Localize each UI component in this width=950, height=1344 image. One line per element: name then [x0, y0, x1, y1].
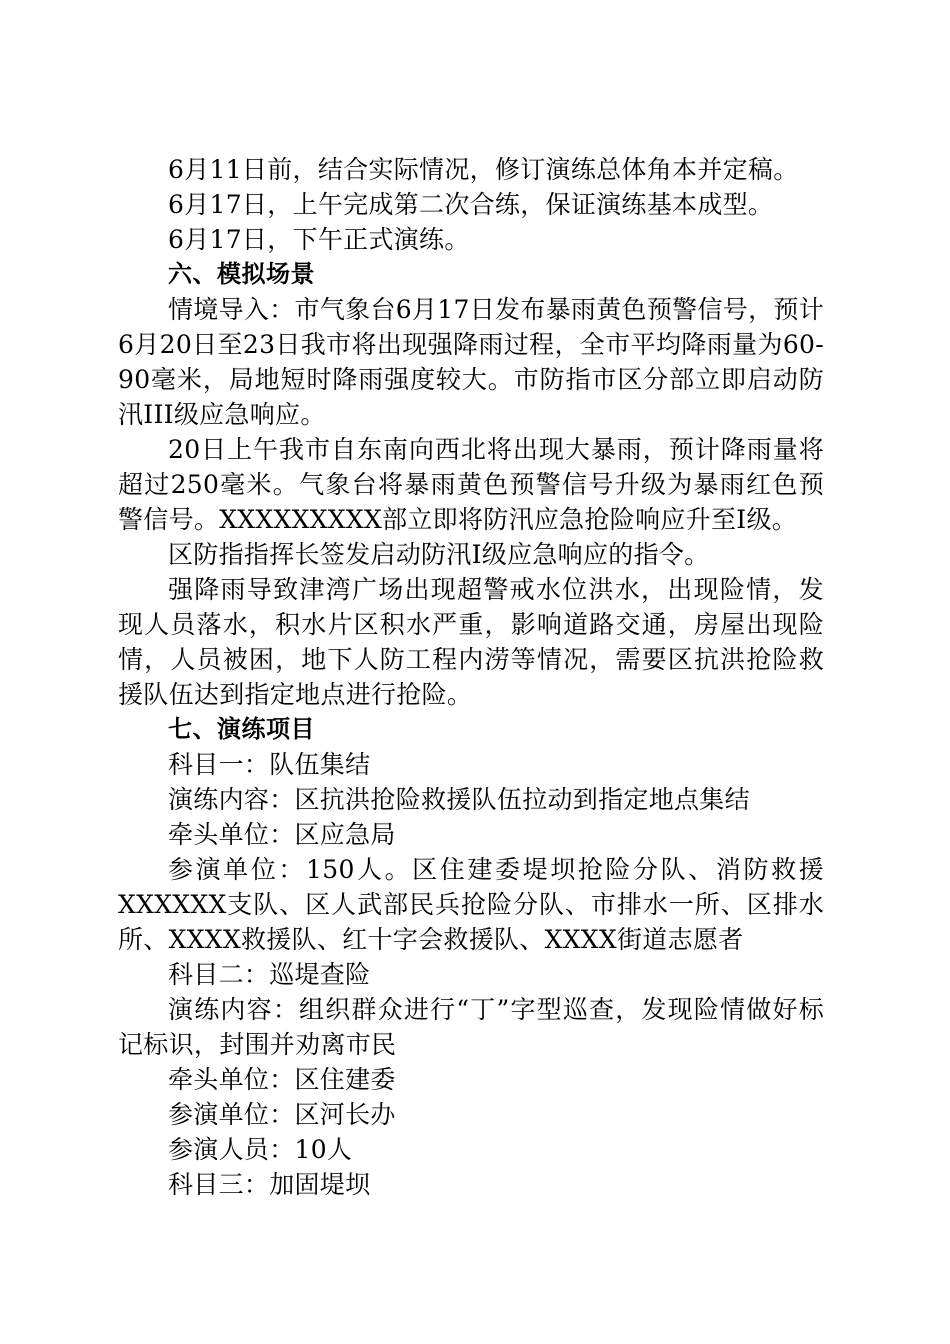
scenario-paragraph-3: 区防指指挥长签发启动防汛Ⅰ级应急响应的指令。 — [168, 540, 710, 569]
drill-item-3: 牵头单位：区应急局 — [168, 820, 396, 849]
schedule-line-3: 6月17日，下午正式演练。 — [168, 225, 470, 254]
section-7-heading: 七、演练项目 — [168, 715, 315, 743]
drill-item-8: 参演单位：区河长办 — [168, 1100, 396, 1129]
schedule-line-2: 6月17日，上午完成第二次合练，保证演练基本成型。 — [168, 190, 774, 219]
drill-item-1: 科目一：队伍集结 — [168, 750, 371, 779]
schedule-line-1: 6月11日前，结合实际情况，修订演练总体角本并定稿。 — [168, 155, 799, 184]
drill-item-9: 参演人员：10人 — [168, 1135, 353, 1164]
drill-item-2: 演练内容：区抗洪抢险救援队伍拉动到指定地点集结 — [168, 785, 750, 814]
section-6-heading: 六、模拟场景 — [168, 260, 315, 288]
drill-item-10: 科目三：加固堤坝 — [168, 1170, 371, 1199]
drill-item-5: 科目二：巡堤查险 — [168, 960, 371, 989]
scenario-paragraph-4: 强降雨导致津湾广场出现超警戒水位洪水，出现险情，发现人员落水，积水片区积水严重，影响道路交通，房屋出现险情，人员被困，地下人防工程内涝等情况，需要区抗洪抢险救援队伍达到指定地点进行抢险。 — [118, 575, 824, 709]
scenario-paragraph-1: 情境导入：市气象台6月17日发布暴雨黄色预警信号，预计6月20日至23日我市将出现强降雨过程，全市平均降雨量为60-90毫米，局地短时降雨强度较大。市防指市区分部立即启动防汛III级应急响应。 — [118, 295, 824, 429]
drill-item-7: 牵头单位：区住建委 — [168, 1065, 396, 1094]
document-page — [118, 152, 824, 1202]
drill-item-4: 参演单位：150人。区住建委堤坝抢险分队、消防救援XXXXXX支队、区人武部民兵抢险分队、市排水一所、区排水所、XXXX救援队、红十字会救援队、XXXX街道志愿者 — [118, 855, 824, 954]
drill-item-6: 演练内容：组织群众进行“丁”字型巡查，发现险情做好标记标识，封围并劝离市民 — [118, 995, 824, 1059]
scenario-paragraph-2: 20日上午我市自东南向西北将出现大暴雨，预计降雨量将超过250毫米。气象台将暴雨黄色预警信号升级为暴雨红色预警信号。XXXXXXXXX部立即将防汛应急抢险响应升至Ⅰ级。 — [118, 435, 824, 534]
